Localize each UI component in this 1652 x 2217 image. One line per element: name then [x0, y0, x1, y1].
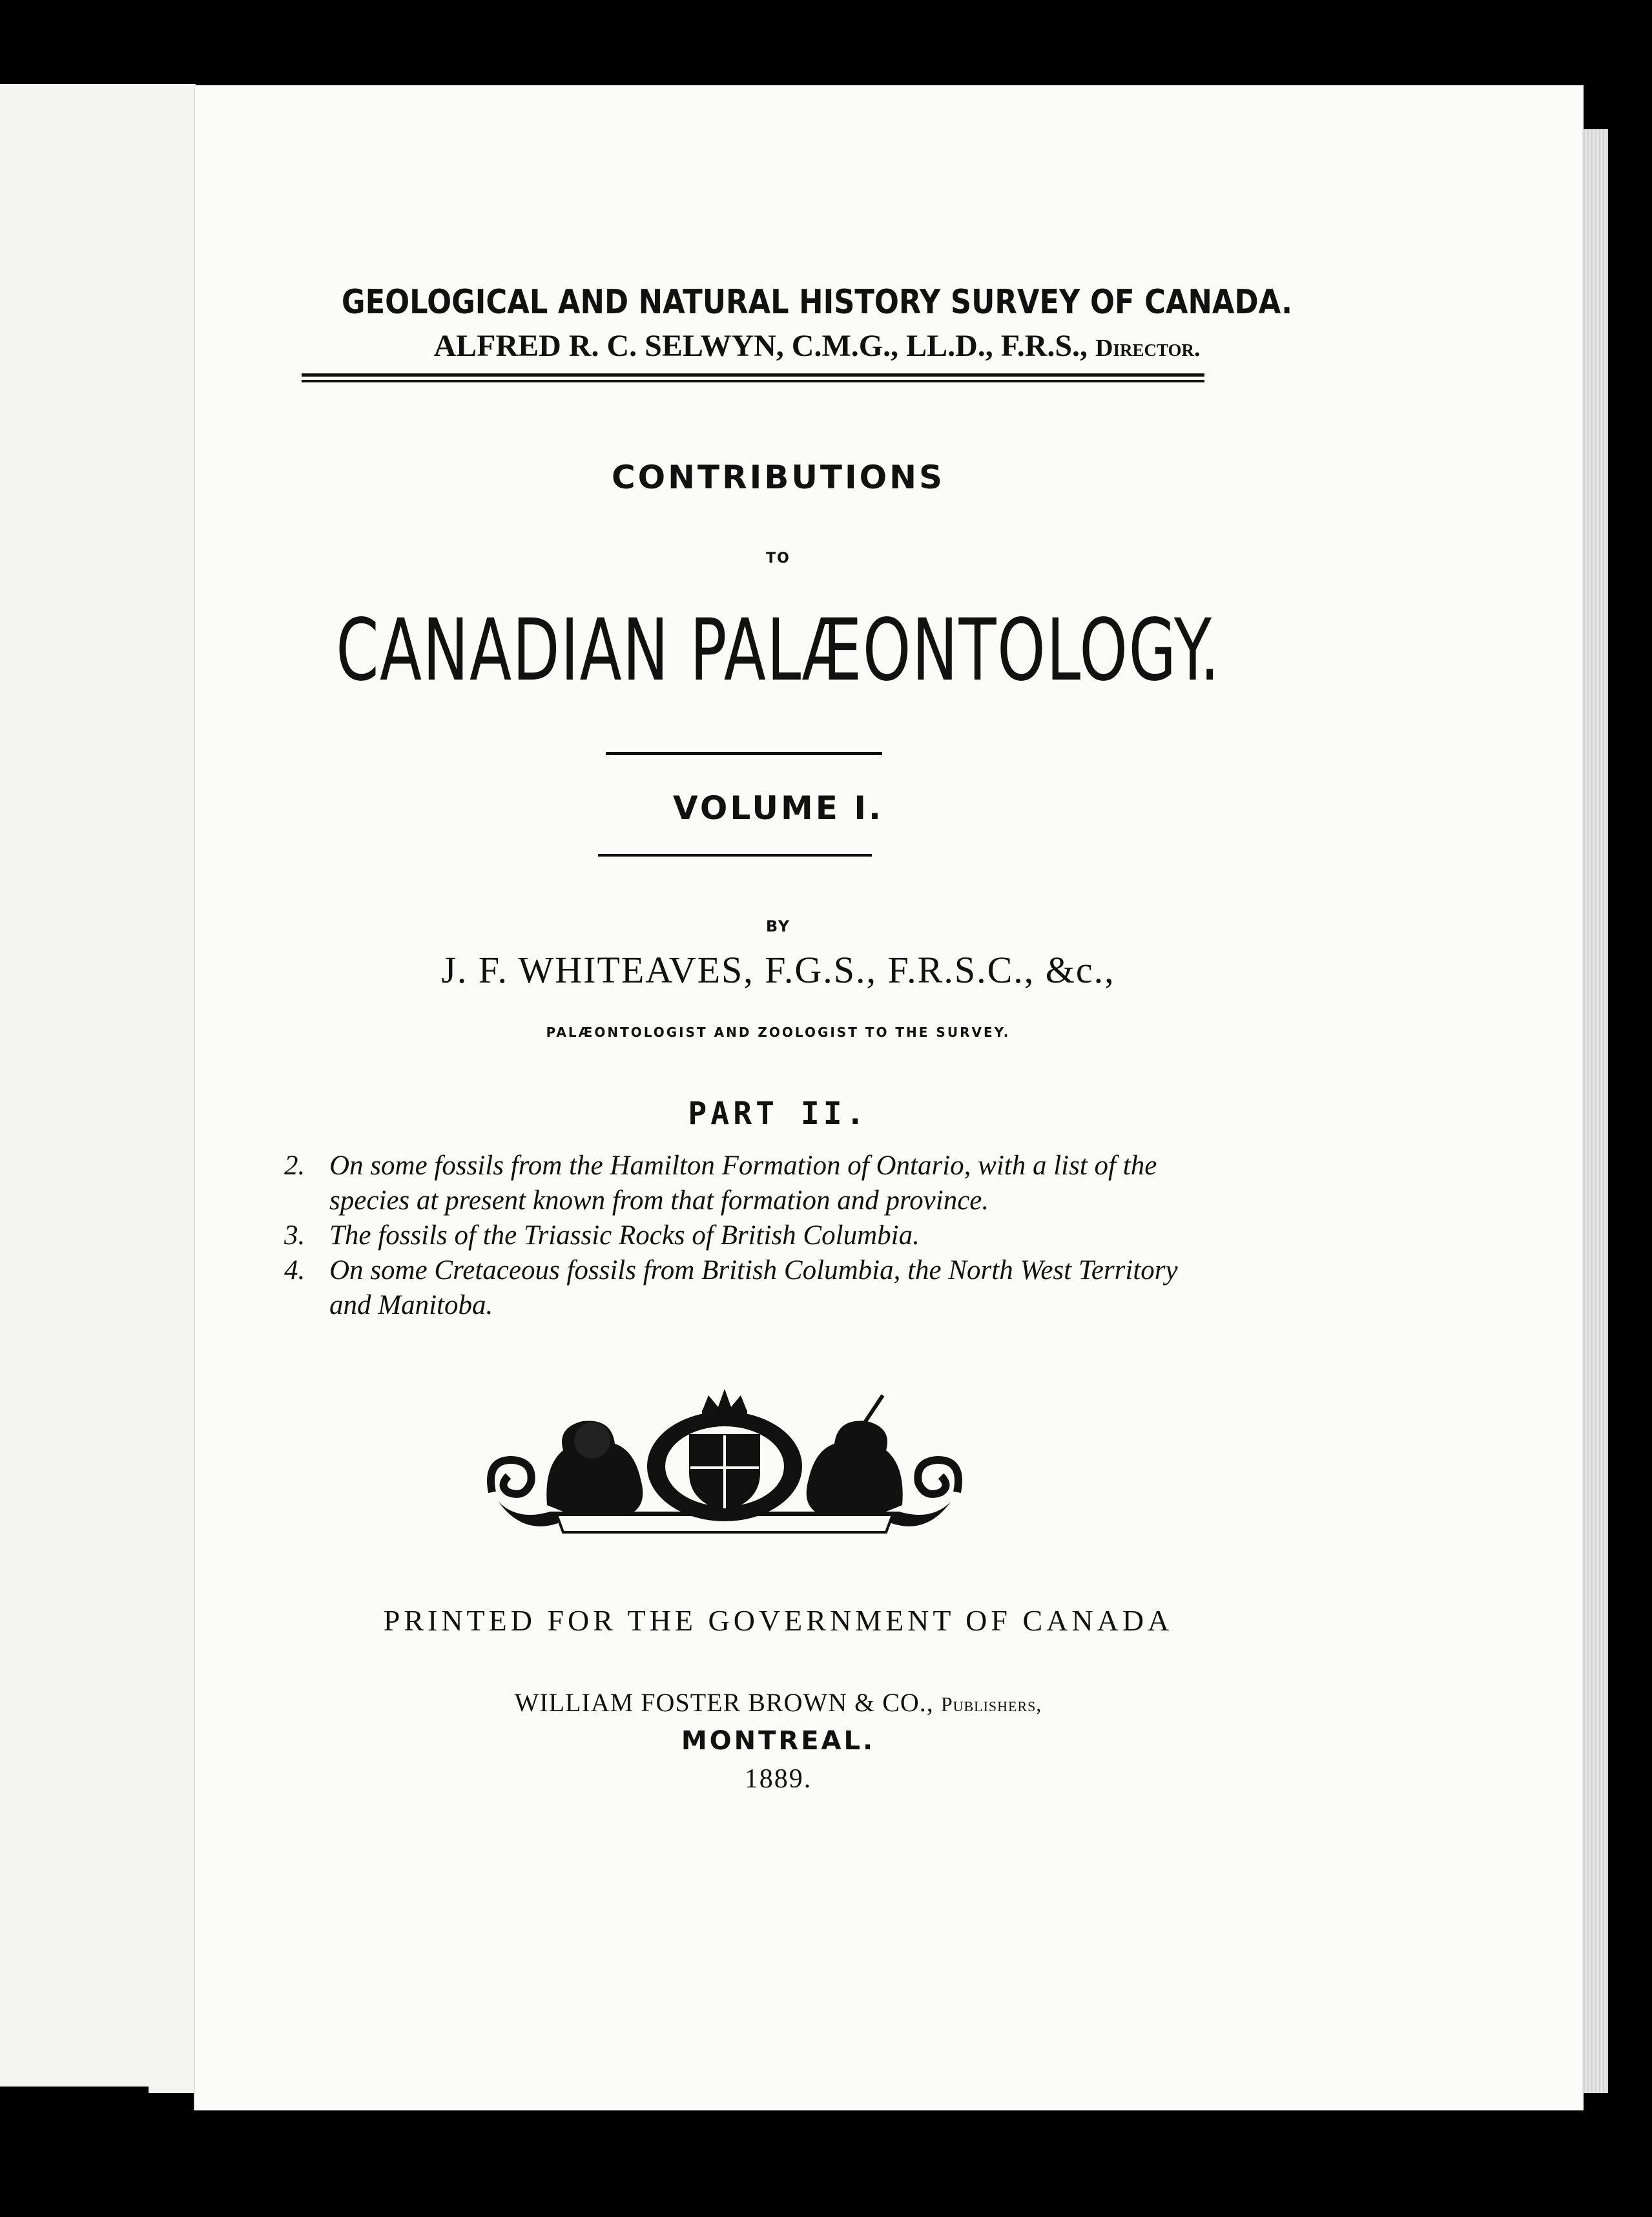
- city: MONTREAL.: [681, 1726, 876, 1756]
- publisher-role: Publishers,: [940, 1692, 1042, 1716]
- volume-heading: VOLUME I.: [673, 789, 883, 827]
- by-word: BY: [765, 917, 791, 935]
- director-title: Director.: [1095, 335, 1201, 362]
- director-line: [123, 328, 1511, 364]
- main-title: CANADIAN PALÆONTOLOGY.: [336, 601, 1221, 700]
- contents-item: 2. On some fossils from the Hamilton Formation of Ontario, with a list of the species at present known from that formation and province.: [284, 1150, 1157, 1216]
- contents-list: [284, 1149, 1214, 1323]
- contributions-heading: CONTRIBUTIONS: [611, 459, 945, 496]
- contents-item: 3. The fossils of the Triassic Rocks of British Columbia.: [284, 1220, 920, 1251]
- printed-for-line: PRINTED FOR THE GOVERNMENT OF CANADA: [383, 1604, 1173, 1637]
- rule-above-volume: [606, 752, 882, 755]
- year: 1889.: [744, 1764, 812, 1794]
- double-rule: [302, 373, 1204, 384]
- page-stack-edge: [1582, 129, 1608, 2093]
- author-name: J. F. WHITEAVES, F.G.S., F.R.S.C., &c.,: [441, 949, 1115, 991]
- author-role: PALÆONTOLOGIST AND ZOOLOGIST TO THE SURVEY.: [546, 1025, 1011, 1040]
- royal-coat-of-arms-icon: [486, 1389, 964, 1544]
- publisher-line: [84, 1687, 1472, 1718]
- publisher-name: WILLIAM FOSTER BROWN & CO.,: [514, 1688, 941, 1717]
- part-heading: PART II.: [688, 1096, 869, 1132]
- director-name: ALFRED R. C. SELWYN, C.M.G., LL.D., F.R.S.,: [433, 329, 1096, 363]
- to-word: TO: [766, 550, 790, 567]
- rule-below-volume: [598, 854, 872, 857]
- contents-item: 4. On some Cretaceous fossils from British Columbia, the North West Territory and Manitoba.: [284, 1255, 1178, 1320]
- survey-heading: GEOLOGICAL AND NATURAL HISTORY SURVEY OF CANADA.: [341, 283, 1293, 322]
